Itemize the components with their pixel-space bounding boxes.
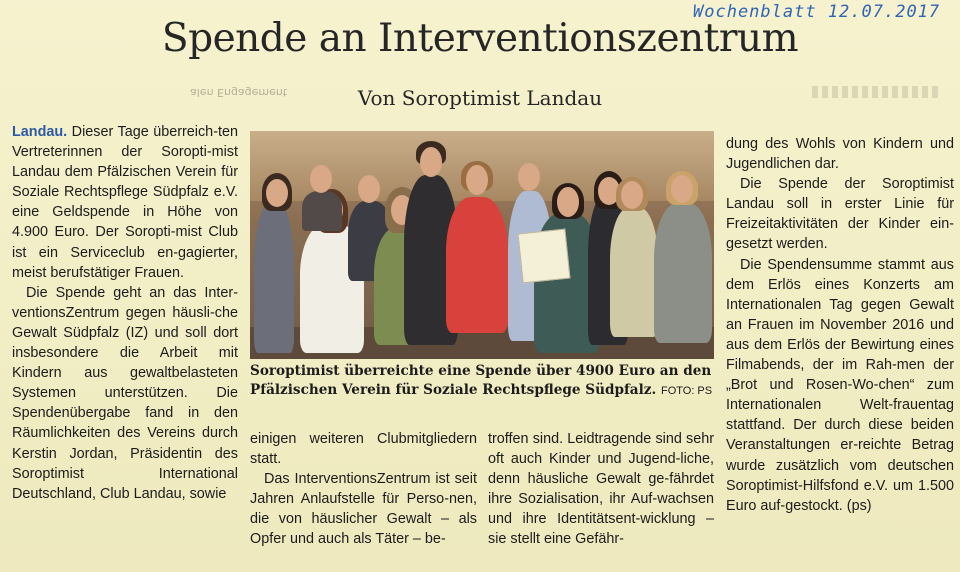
photo-person bbox=[654, 203, 712, 343]
bleed-through-text: alen Engagement bbox=[190, 86, 288, 99]
paragraph: Das InterventionsZentrum ist seit Jahren Anlaufstelle für Perso-nen, die von häuslicher Gewalt – als Opfer und auch als Täter – be- bbox=[250, 471, 477, 548]
article-headline: Spende an Interventionszentrum bbox=[161, 16, 799, 61]
paragraph: Die Spende der Soroptimist Landau soll in erster Linie für Freizeitaktivitäten der Kinder ein-gesetzt werden. bbox=[726, 176, 954, 253]
paragraph: troffen sind. Leidtragende sind sehr oft auch Kinder und Jugend-liche, denn häusliche Gewalt ge-fährdet ihre Sozialisation, ihr Auf-wachsen und ihre Identitätsent-wicklung – sie stellt eine Gefähr- bbox=[488, 431, 714, 548]
text-column-4 bbox=[726, 134, 954, 516]
photo-person-head bbox=[358, 175, 380, 203]
photo-person bbox=[302, 191, 342, 231]
photo-person-head bbox=[671, 175, 693, 203]
photo-person-head bbox=[621, 181, 643, 209]
photo-person-head bbox=[310, 165, 332, 193]
photo-person bbox=[446, 197, 508, 333]
photo-credit: FOTO: PS bbox=[660, 385, 713, 397]
text-column-2 bbox=[250, 429, 477, 550]
text-column-3 bbox=[488, 429, 714, 550]
paragraph-text: Dieser Tage überreich-ten Vertreterinnen der Soropti-mist Landau dem Pfälzischen Verein für Soziale Rechtspflege Südpfalz e.V. eine Geldspende in Höhe von 4.900 Euro. Der Soropti-mist Club ist ein Serviceclub en-gagierter, meist berufstätiger Frauen. bbox=[12, 124, 238, 281]
photo-person bbox=[610, 207, 658, 337]
caption-text: Soroptimist überreichte eine Spende über 4900 Euro an den Pfälzischen Verein für Soziale Rechtspflege Südpfalz. bbox=[250, 363, 712, 398]
article-subheadline: Von Soroptimist Landau bbox=[357, 86, 603, 110]
paragraph: dung des Wohls von Kindern und Jugendlichen dar. bbox=[726, 136, 954, 173]
paragraph: Die Spende geht an das Inter-ventionsZentrum gegen häusli-che Gewalt Südpfalz (IZ) und soll dort insbesondere die Arbeit mit Kindern aus gewaltbelasteten Systemen unterstützen. Die Spendenübergabe fand in den Räumlichkeiten des Vereins durch Kerstin Jordan, Präsidentin des Soroptimist International Deutschland, Club Landau, sowie bbox=[12, 284, 238, 502]
photo-person-head bbox=[420, 147, 442, 177]
dateline: Landau. bbox=[12, 124, 68, 140]
group-photo bbox=[250, 131, 714, 359]
photo-person-head bbox=[518, 163, 540, 191]
paragraph bbox=[12, 122, 238, 283]
paragraph: einigen weiteren Clubmitgliedern statt. bbox=[250, 431, 477, 468]
photo-person-head bbox=[466, 165, 488, 195]
donation-certificate bbox=[518, 229, 571, 284]
photo-person-head bbox=[557, 187, 579, 217]
photo-person bbox=[254, 203, 294, 353]
paragraph: Die Spendensumme stammt aus dem Erlös eines Konzerts am Internationalen Tag gegen Gewalt an Frauen im November 2016 und aus dem Erlös der Bewirtung eines Filmabends, der im Rah-men der „Brot und Rosen-Wo-chen“ zum Internationalen Welt-frauentag stattfand. Der durch diese beiden Veranstaltungen er-reichte Betrag wurde zusätzlich vom deutschen Soroptimist-Hilfsfond e.V. um 1.500 Euro auf-gestockt. (ps) bbox=[726, 256, 954, 514]
photo-caption bbox=[250, 362, 714, 401]
photo-person-head bbox=[266, 179, 288, 207]
bleed-through-marks bbox=[812, 86, 942, 98]
text-column-1 bbox=[12, 122, 238, 504]
handwritten-source-note: Wochenblatt 12.07.2017 bbox=[693, 2, 941, 22]
